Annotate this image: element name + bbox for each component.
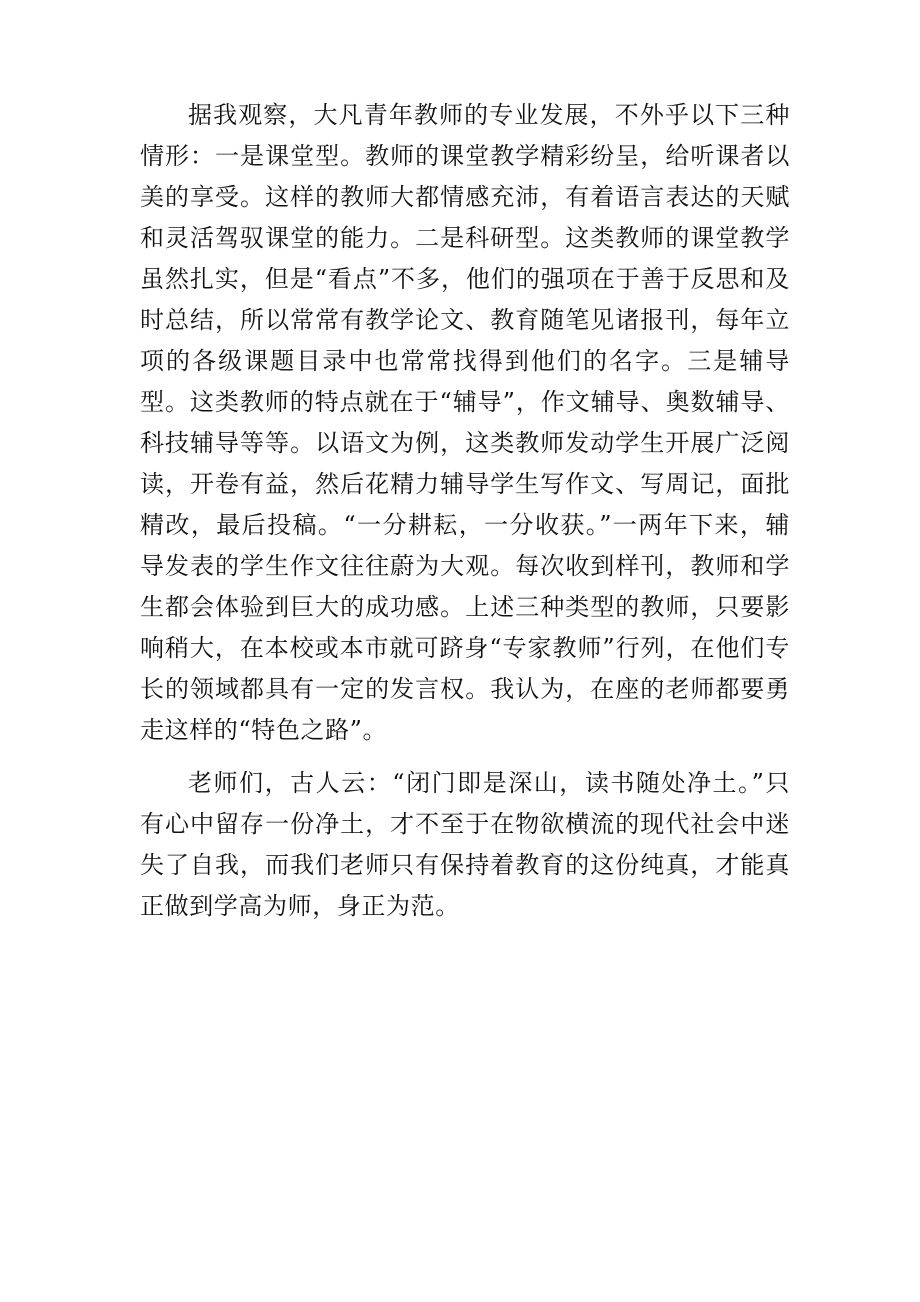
paragraph-teacher-types: 据我观察，大凡青年教师的专业发展，不外乎以下三种情形：一是课堂型。教师的课堂教学精彩纷呈，给听课者以美的享受。这样的教师大都情感充沛，有着语言表达的天赋和灵活驾驭课堂的能力。二是科研型。这类教师的课堂教学虽然扎实，但是“看点”不多，他们的强项在于善于反思和及时总结，所以常常有教学论文、教育随笔见诸报刊，每年立项的各级课题目录中也常常找得到他们的名字。三是辅导型。这类教师的特点就在于“辅导”，作文辅导、奥数辅导、科技辅导等等。以语文为例，这类教师发动学生开展广泛阅读，开卷有益，然后花精力辅导学生写作文、写周记，面批精改，最后投稿。“一分耕耘，一分收获。”一两年下来，辅导发表的学生作文往往蔚为大观。每次收到样刊，教师和学生都会体验到巨大的成功感。上述三种类型的教师，只要影响稍大，在本校或本市就可跻身“专家教师”行列，在他们专长的领域都具有一定的发言权。我认为，在座的老师都要勇走这样的“特色之路”。 (140, 101, 790, 744)
document-body (140, 95, 790, 939)
paragraph-closing: 老师们，古人云：“闭门即是深山，读书随处净土。”只有心中留存一份净土，才不至于在物欲横流的现代社会中迷失了自我，而我们老师只有保持着教育的这份纯真，才能真正做到学高为师，身正为范。 (140, 769, 790, 920)
